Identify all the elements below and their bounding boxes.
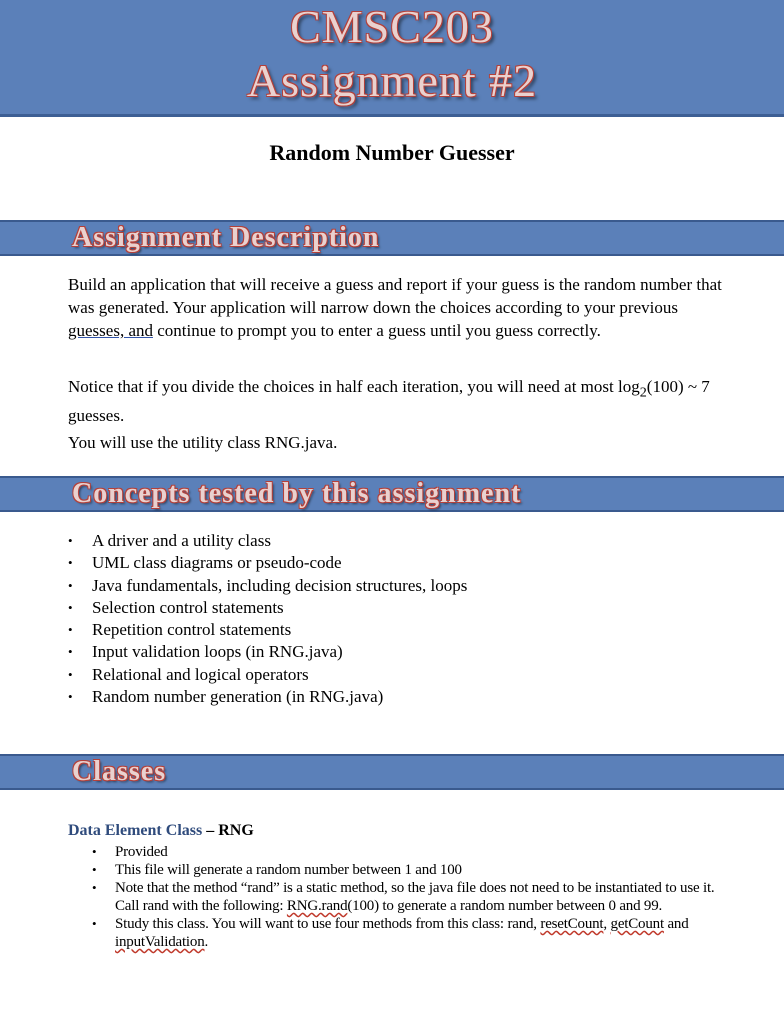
list-item: • UML class diagrams or pseudo-code [68,552,728,574]
code-text: RNG.rand [286,898,348,914]
class-name: RNG [218,822,254,839]
list-item: • Provided [92,843,732,861]
method-name: getCount [610,916,664,932]
section-header-concepts [0,476,784,512]
text: and [663,916,689,932]
section-title: Concepts tested by this assignment [72,478,522,509]
text: Study this class. You will want to use four methods from this class: rand, [115,916,541,932]
list-item [92,915,732,951]
list-item: • Repetition control statements [68,619,728,641]
text: Notice that if you divide the choices in half each iteration, you will need at most log [68,377,640,396]
concepts-list [68,530,728,708]
title-banner [0,0,784,117]
list-item: • A driver and a utility class [68,530,728,552]
method-name: inputValidation [115,934,205,950]
underlined-text: guesses, and [68,321,153,340]
list-item: • Selection control statements [68,597,728,619]
text: (100) to generate a random number between 0 and 99. [347,898,663,914]
class-label: Data Element Class [68,822,203,839]
section-title: Assignment Description [72,222,380,253]
data-element-class-heading [68,822,254,840]
section-header-classes [0,754,784,790]
section-title: Classes [72,756,167,787]
separator: – [202,822,219,839]
description-paragraph-3: You will use the utility class RNG.java. [68,433,338,452]
list-item: • Random number generation (in RNG.java) [68,686,728,708]
text: Note that the method “rand” is a static method, so the java file does not need to be instantiated to use it. Call rand with the following: [115,880,715,914]
assignment-title: Assignment #2 [246,55,538,106]
page-subtitle: Random Number Guesser [269,140,515,165]
course-title: CMSC203 [290,1,494,52]
description-paragraph-2 [68,375,728,427]
text: Build an application that will receive a guess and report if your guess is the random number that was generated. Your application will narrow down the choices according to your previous [68,275,722,317]
list-item: • This file will generate a random number between 1 and 100 [92,861,732,879]
text: . [204,934,209,950]
text: (100) ~ 7 guesses. [68,377,710,426]
subscript: 2 [639,384,647,401]
list-item [92,879,732,915]
section-header-description [0,220,784,256]
class-details-list [92,843,732,951]
method-name: resetCount [540,916,604,932]
list-item: • Java fundamentals, including decision structures, loops [68,575,728,597]
text: continue to prompt you to enter a guess until you guess correctly. [152,321,601,340]
text: , [603,916,611,932]
list-item: • Input validation loops (in RNG.java) [68,641,728,663]
list-item: • Relational and logical operators [68,664,728,686]
description-paragraph-1 [68,273,728,342]
